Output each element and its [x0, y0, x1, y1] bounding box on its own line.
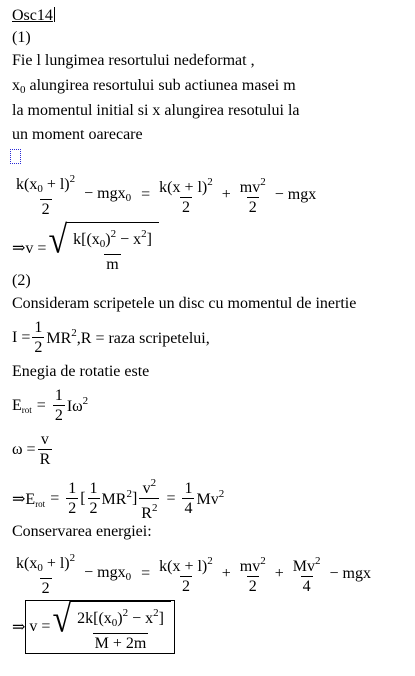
part1-label: (1) — [12, 29, 31, 46]
equation-rotational-energy: $E_{rot}$ = $\frac{1}{2}$ $I\omega^2$ — [12, 387, 89, 424]
part1-text-line2: $x_0$ alungirea resortului sub actiunea masei m — [12, 77, 296, 96]
equation-angular-velocity: ω = $\frac{v}{R}$ — [12, 431, 51, 468]
fraction-lhs: $\frac{k(x_0 + l)^2}{2}$ — [16, 173, 76, 218]
part2-text-line3: Conservarea energiei: — [12, 523, 152, 540]
equation-velocity-final: ⇒ v = √ $\frac{2k[(x_0)^2 - x^2]}{M + 2m}$ — [12, 600, 175, 654]
equation-rotational-energy-derived: $\Rightarrow E_{rot}$ = $\frac{1}{2}$ [ $\frac{1}{2}$ $MR^2$ ] $\frac{v^2}{R^2}$ = $\frac{1}{4}$ Mv$^2$ — [12, 477, 225, 522]
text-cursor — [54, 7, 55, 22]
sqrt-symbol: √ $\frac{k[(x_0)^2 - x^2]}{m}$ — [48, 222, 159, 274]
equation-velocity-1: ⇒v = √ $\frac{k[(x_0)^2 - x^2]}{m}$ — [12, 222, 159, 274]
part1-text-line4: un moment oarecare — [12, 126, 143, 143]
part2-label: (2) — [12, 272, 31, 289]
document-title[interactable]: Osc14 — [12, 7, 53, 24]
equation-moment-of-inertia: I = $\frac{1}{2}$ $MR^2,R$ = raza scripetelui, — [12, 319, 210, 356]
part1-text-line3: la momentul initial si x alungirea resotului la — [12, 102, 300, 119]
empty-placeholder-box[interactable] — [10, 149, 21, 164]
part2-text-line1: Consideram scripetele un disc cu momentul de inertie — [12, 295, 357, 312]
result-box: v = √ $\frac{2k[(x_0)^2 - x^2]}{M + 2m}$ — [25, 600, 175, 654]
equation-energy-conservation-1: $\frac{k(x_0 + l)^2}{2}$ − mgx$_0$ = $\frac{k(x + l)^2}{2}$ + $\frac{mv^2}{2}$ − mgx — [12, 170, 321, 219]
part2-text-line2: Enegia de rotatie este — [12, 363, 150, 380]
part1-text-line1: Fie l lungimea resortului nedeformat , — [12, 52, 255, 69]
equation-energy-conservation-2: $\frac{k(x_0 + l)^2}{2}$ − mgx$_0$ = $\frac{k(x + l)^2}{2}$ + $\frac{mv^2}{2}$ + $\frac{Mv^2}{4}$ − mgx — [16, 552, 371, 597]
fraction-rhs1: $\frac{k(x + l)^2}{2}$ — [159, 175, 213, 216]
fraction-rhs2: $\frac{mv^2}{2}$ — [239, 175, 266, 216]
